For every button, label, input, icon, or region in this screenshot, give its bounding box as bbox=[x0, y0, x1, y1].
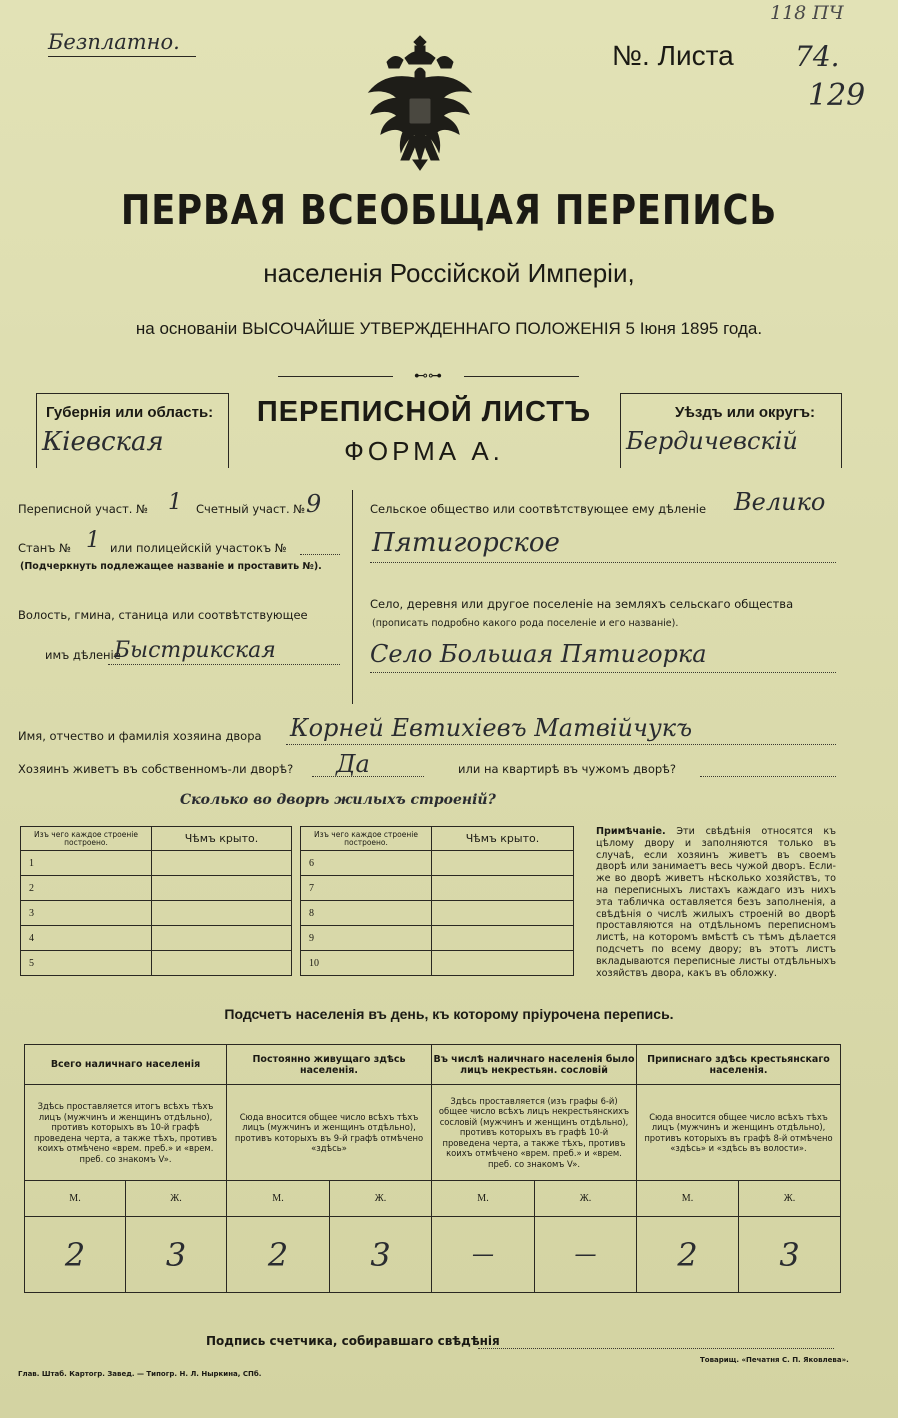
uezd-value: Бердичевскій bbox=[626, 427, 798, 455]
buildings-row-number: 6 bbox=[301, 851, 432, 876]
sex-label-f: Ж. bbox=[535, 1181, 637, 1217]
buildings-label: Сколько во дворѣ жилыхъ строеній? bbox=[180, 792, 496, 808]
count-header-peasant: Приписнаго здѣсь крестьянскаго населенія. bbox=[637, 1045, 841, 1085]
count-desc-permanent: Сюда вносится общее число всѣхъ тѣхъ лицъ (мужчинъ и женщинъ отдѣльно), противъ которыхъ въ 9-й графѣ отмѣчено «здѣсь» bbox=[227, 1085, 432, 1181]
sex-label-m: М. bbox=[637, 1181, 739, 1217]
volost-label: Волость, гмина, станица или соотвѣтствующее bbox=[18, 608, 308, 622]
buildings-row-number: 5 bbox=[21, 951, 152, 976]
count-value: 2 bbox=[227, 1217, 330, 1293]
page-subtitle: населенія Россійской Имперіи, bbox=[263, 258, 635, 288]
schetny-value: 9 bbox=[306, 490, 322, 518]
village-line bbox=[370, 672, 836, 673]
free-label: Безплатно. bbox=[48, 30, 180, 54]
double-headed-eagle-emblem bbox=[365, 28, 475, 176]
count-title: Подсчетъ населенія въ день, къ которому пріурочена перепись. bbox=[224, 1006, 674, 1022]
sex-label-m: М. bbox=[227, 1181, 330, 1217]
buildings-col-roof: Чѣмъ крыто. bbox=[432, 827, 574, 851]
gubernia-label: Губернія или область: bbox=[46, 404, 214, 421]
village-note: (прописать подробно какого рода поселеніе и его названіе). bbox=[372, 618, 679, 629]
divider-right bbox=[464, 376, 579, 377]
owner-name-label: Имя, отчество и фамилія хозяина двора bbox=[18, 729, 262, 743]
count-value: 2 bbox=[25, 1217, 126, 1293]
village-label: Село, деревня или другое поселеніе на земляхъ сельскаго общества bbox=[370, 597, 794, 611]
count-header-total: Всего наличнаго населенія bbox=[25, 1045, 227, 1085]
signature-label: Подпись счетчика, собиравшаго свѣдѣнія bbox=[206, 1334, 500, 1348]
ornament-icon: ⊷⊶ bbox=[414, 369, 442, 384]
signature-line bbox=[478, 1348, 834, 1349]
volost-label-2: имъ дѣленіе bbox=[45, 648, 121, 662]
count-header-permanent: Постоянно живущаго здѣсь населенія. bbox=[227, 1045, 432, 1085]
sex-label-f: Ж. bbox=[739, 1181, 841, 1217]
buildings-row-number: 8 bbox=[301, 901, 432, 926]
note-title: Примѣчаніе. bbox=[596, 826, 666, 837]
buildings-table-left bbox=[20, 826, 292, 976]
sex-label-f: Ж. bbox=[330, 1181, 432, 1217]
count-value: — bbox=[432, 1217, 535, 1293]
police-blank bbox=[300, 554, 340, 555]
buildings-row-number: 1 bbox=[21, 851, 152, 876]
rent-yard-line bbox=[700, 776, 836, 777]
buildings-row-number: 3 bbox=[21, 901, 152, 926]
buildings-col-roof: Чѣмъ крыто. bbox=[152, 827, 292, 851]
buildings-col-material: Изъ чего каждое строеніе построено. bbox=[301, 827, 432, 851]
printer-right: Товарищ. «Печатня С. П. Яковлева». bbox=[700, 1356, 849, 1364]
uezd-label: Уѣздъ или округъ: bbox=[675, 404, 816, 421]
count-value: 3 bbox=[126, 1217, 227, 1293]
count-value: 3 bbox=[739, 1217, 841, 1293]
population-count-table bbox=[24, 1044, 841, 1293]
volost-line bbox=[108, 664, 340, 665]
sheet-no-label: №. Листа bbox=[612, 40, 734, 71]
perepisnoi-value: 1 bbox=[168, 490, 182, 515]
count-value: — bbox=[535, 1217, 637, 1293]
own-yard-value: Да bbox=[336, 750, 370, 778]
buildings-row-number: 9 bbox=[301, 926, 432, 951]
buildings-row-number: 4 bbox=[21, 926, 152, 951]
sheet-no-hand-mid: 74. bbox=[795, 40, 840, 73]
stan-value: 1 bbox=[86, 528, 100, 553]
count-value: 3 bbox=[330, 1217, 432, 1293]
printer-left: Глав. Штаб. Картогр. Завед. — Типогр. Н. Л. Ныркина, СПб. bbox=[18, 1370, 262, 1378]
count-desc-peasant: Сюда вносится общее число всѣхъ тѣхъ лицъ (мужчинъ и женщинъ отдѣльно), противъ которыхъ въ графѣ 8-й отмѣчено «здѣсь» и «здѣсь въ волости». bbox=[637, 1085, 841, 1181]
sheet-title: ПЕРЕПИСНОЙ ЛИСТЪ bbox=[256, 396, 592, 428]
owner-name-line bbox=[286, 744, 836, 745]
owner-name-value: Корней Евтихіевъ Матвійчукъ bbox=[290, 714, 693, 742]
form-a-title: ФОРМА А. bbox=[344, 436, 504, 466]
gubernia-value: Кіевская bbox=[42, 427, 164, 457]
society-label: Сельское общество или соотвѣтствующее ему дѣленіе bbox=[370, 502, 707, 516]
note-block bbox=[596, 826, 836, 979]
police-label: или полицейскій участокъ № bbox=[110, 541, 287, 555]
stan-label: Станъ № bbox=[18, 541, 72, 555]
divider-left bbox=[278, 376, 393, 377]
underline-note: (Подчеркнуть подлежащее названіе и проставить №). bbox=[20, 561, 322, 572]
sheet-no-hand-top: 118 ПЧ bbox=[770, 2, 844, 24]
village-value: Село Большая Пятигорка bbox=[370, 640, 707, 668]
volost-value: Быстрикская bbox=[114, 638, 276, 663]
free-underline bbox=[48, 56, 196, 57]
society-value-1: Велико bbox=[734, 488, 826, 516]
block-separator bbox=[352, 490, 353, 704]
count-desc-total: Здѣсь проставляется итогъ всѣхъ тѣхъ лицъ (мужчинъ и женщинъ отдѣльно), противъ которыхъ въ 10-й графѣ проведена черта, а также тѣхъ, противъ коихъ отмѣчено «врем. преб.» и «врем. преб. со знакомъ V». bbox=[25, 1085, 227, 1181]
count-desc-non-peasant: Здѣсь проставляется (изъ графы 6-й) общее число всѣхъ лицъ некрестьянскихъ сословій (мужчинъ и женщинъ отдѣльно), противъ которыхъ въ графѣ 10-й проведена черта, а также тѣхъ, противъ коихъ отмѣчено «врем. преб.» и «врем. преб. со знакомъ V». bbox=[432, 1085, 637, 1181]
buildings-row-number: 2 bbox=[21, 876, 152, 901]
perepisnoi-label: Переписной участ. № bbox=[18, 502, 149, 516]
own-yard-label: Хозяинъ живетъ въ собственномъ-ли дворѣ? bbox=[18, 762, 294, 776]
legal-basis: на основаніи ВЫСОЧАЙШЕ УТВЕРЖДЕННАГО ПОЛОЖЕНІЯ 5 Іюня 1895 года. bbox=[135, 319, 763, 338]
count-header-non-peasant: Въ числѣ наличнаго населенія было лицъ некрестьян. сословій bbox=[432, 1045, 637, 1085]
buildings-table-right bbox=[300, 826, 574, 976]
sex-label-f: Ж. bbox=[126, 1181, 227, 1217]
sex-label-m: М. bbox=[432, 1181, 535, 1217]
rent-yard-label: или на квартирѣ въ чужомъ дворѣ? bbox=[458, 762, 677, 776]
sex-label-m: М. bbox=[25, 1181, 126, 1217]
page-title: ПЕРВАЯ ВСЕОБЩАЯ ПЕРЕПИСЬ bbox=[120, 186, 778, 234]
own-yard-line bbox=[312, 776, 424, 777]
sheet-no-hand-bottom: 129 bbox=[808, 78, 866, 113]
schetny-label: Счетный участ. № bbox=[196, 502, 306, 516]
count-value: 2 bbox=[637, 1217, 739, 1293]
buildings-col-material: Изъ чего каждое строеніе построено. bbox=[21, 827, 152, 851]
society-line bbox=[370, 562, 836, 563]
buildings-row-number: 10 bbox=[301, 951, 432, 976]
note-text: Эти свѣдѣнія относятся къ цѣлому двору и заполняются только въ случаѣ, если хозяинъ живетъ въ своемъ дворѣ или занимаетъ весь чужой дворъ. Если-же во дворѣ живетъ нѣсколько хозяйствъ, то на переписныхъ листахъ каждаго изъ нихъ эта табличка оставляется безъ заполненія, а свѣдѣнія о числѣ жилыхъ строеній во дворѣ проставляются на отдѣльномъ переписномъ листѣ, на которомъ вмѣстѣ съ тѣмъ дѣлается подсчетъ по всему двору; въ этотъ листъ вкладываются переписные листы отдѣльныхъ хозяйствъ двора, какъ въ обложку. bbox=[596, 826, 836, 979]
buildings-row-number: 7 bbox=[301, 876, 432, 901]
society-value-2: Пятигорское bbox=[372, 528, 560, 558]
